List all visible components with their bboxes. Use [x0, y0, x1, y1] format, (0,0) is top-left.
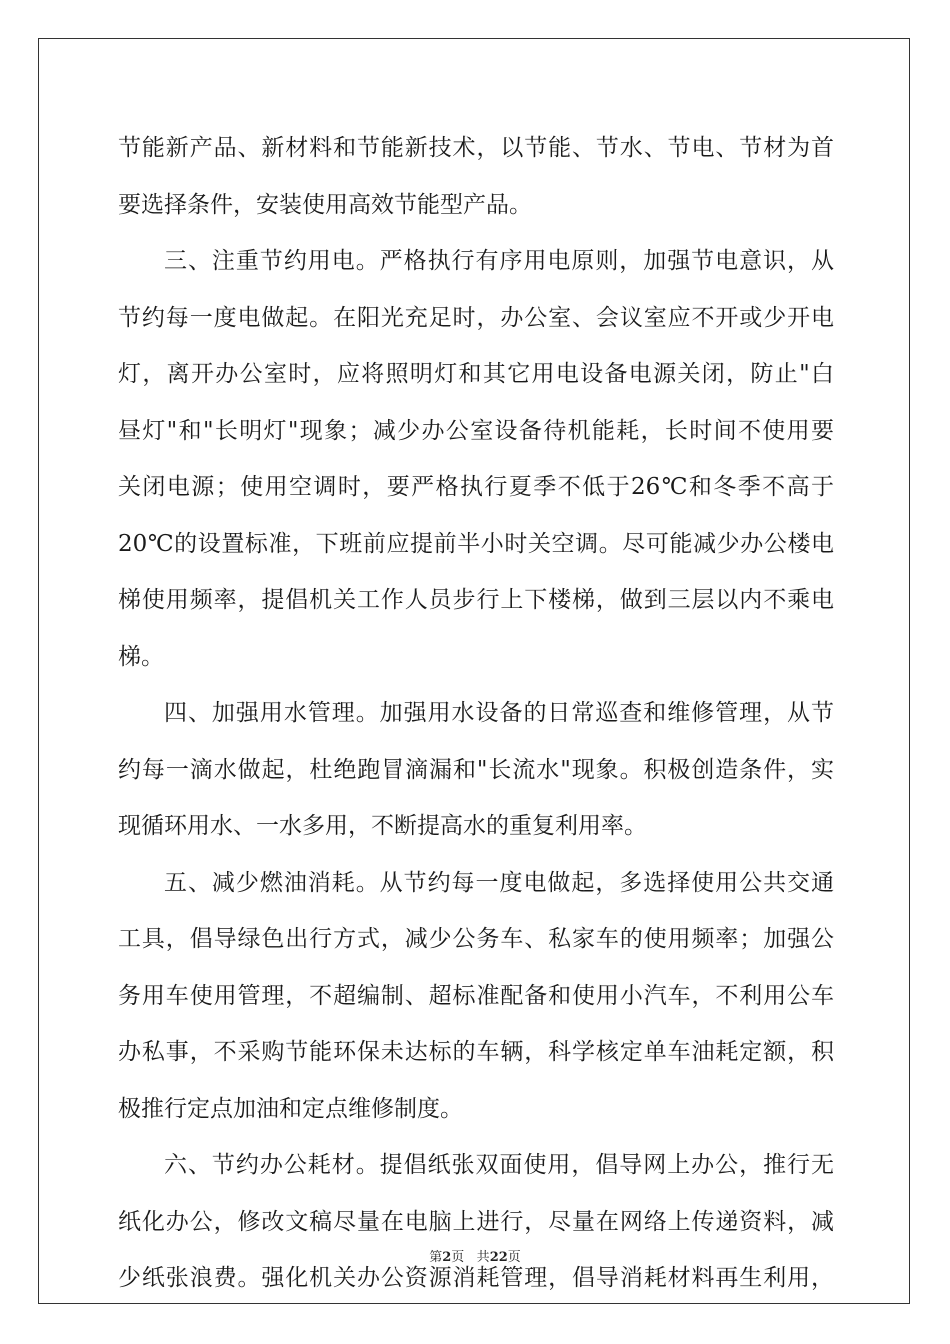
- text-line: 四、加强用水管理。加强用水设备的日常巡查和维修管理，从节: [164, 700, 834, 726]
- text-line: 约每一滴水做起，杜绝跑冒滴漏和"长流水"现象。积极创造条件，实: [118, 756, 834, 783]
- text-line: 节约每一度电做起。在阳光充足时，办公室、会议室应不开或少开电: [118, 304, 834, 331]
- footer-total-pages: 22: [489, 1250, 508, 1265]
- text-line: 六、节约办公耗材。提倡纸张双面使用，倡导网上办公，推行无: [164, 1152, 834, 1178]
- footer-total-suffix: 页: [507, 1250, 521, 1265]
- text-line: 少纸张浪费。强化机关办公资源消耗管理，倡导消耗材料再生利用，: [118, 1265, 834, 1291]
- text-line: 办私事，不采购节能环保未达标的车辆，科学核定单车油耗定额，积: [118, 1039, 834, 1065]
- text-line: 现循环用水、一水多用，不断提高水的重复利用率。: [118, 813, 647, 839]
- text-line: 灯，离开办公室时，应将照明灯和其它用电设备电源关闭，防止"白: [118, 361, 834, 387]
- text-line: 要选择条件，安装使用高效节能型产品。: [118, 191, 532, 218]
- text-line: 三、注重节约用电。严格执行有序用电原则，加强节电意识，从: [164, 248, 834, 274]
- text-line: 节能新产品、新材料和节能新技术，以节能、节水、节电、节材为首: [118, 135, 834, 161]
- text-line: 梯使用频率，提倡机关工作人员步行上下楼梯，做到三层以内不乘电: [118, 587, 834, 613]
- footer-page-label: 页: [451, 1250, 465, 1265]
- text-line: 昼灯"和"长明灯"现象；减少办公室设备待机能耗，长时间不使用要: [118, 417, 834, 444]
- text-line: 五、减少燃油消耗。从节约每一度电做起，多选择使用公共交通: [164, 869, 834, 896]
- text-line: 务用车使用管理，不超编制、超标准配备和使用小汽车，不利用公车: [118, 982, 834, 1009]
- text-line: 工具，倡导绿色出行方式，减少公务车、私家车的使用频率；加强公: [118, 926, 834, 952]
- page-footer: [0, 1246, 950, 1265]
- document-body: [118, 120, 834, 1307]
- text-line: 20℃的设置标准，下班前应提前半小时关空调。尽可能减少办公楼电: [118, 530, 834, 557]
- text-line: 关闭电源；使用空调时，要严格执行夏季不低于26℃和冬季不高于: [118, 474, 834, 500]
- text-line: 纸化办公，修改文稿尽量在电脑上进行，尽量在网络上传递资料，减: [118, 1208, 834, 1235]
- footer-prefix: 第: [429, 1250, 443, 1265]
- text-line: 极推行定点加油和定点维修制度。: [118, 1095, 463, 1122]
- text-line: 梯。: [118, 643, 164, 670]
- footer-total-prefix: 共: [476, 1250, 490, 1265]
- footer-current-page: 2: [442, 1250, 452, 1265]
